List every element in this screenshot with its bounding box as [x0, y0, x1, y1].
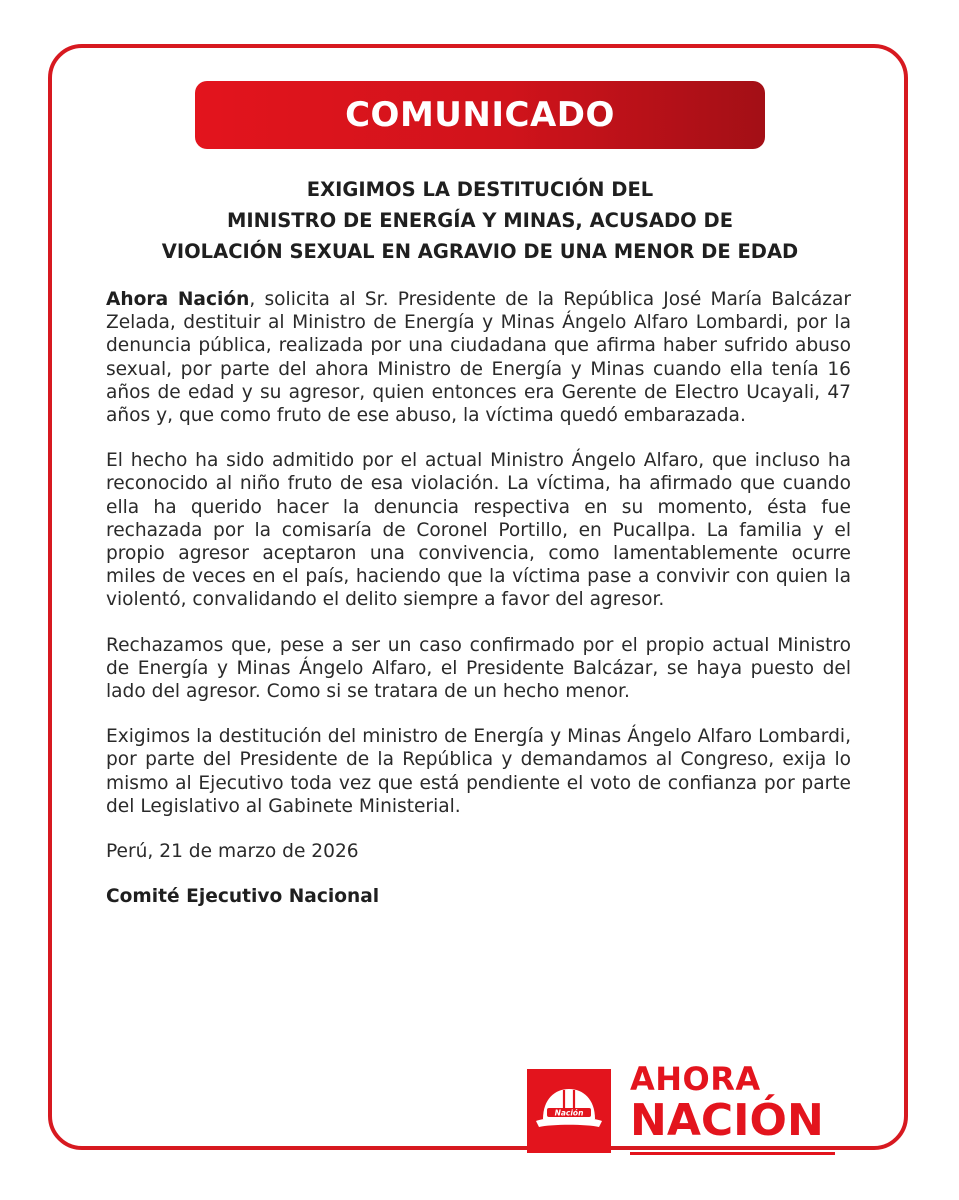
- paragraph-1: [106, 288, 851, 427]
- headline-line-1: EXIGIMOS LA DESTITUCIÓN DEL: [306, 178, 654, 201]
- banner-title: COMUNICADO: [345, 95, 615, 135]
- logo-word-nacion: NACIÓN: [630, 1095, 824, 1146]
- headline-line-3: VIOLACIÓN SEXUAL EN AGRAVIO DE UNA MENOR DE EDAD: [161, 240, 799, 263]
- logo-mark: [527, 1069, 611, 1153]
- signature: Comité Ejecutivo Nacional: [106, 886, 380, 908]
- headline-line-2: MINISTRO DE ENERGÍA Y MINAS, ACUSADO DE: [226, 209, 734, 232]
- helmet-label: Nación: [554, 1108, 584, 1118]
- party-name: Ahora Nación: [106, 289, 250, 310]
- logo-word-ahora: AHORA: [630, 1060, 761, 1098]
- headline: [100, 174, 860, 267]
- paragraph-2: El hecho ha sido admitido por el actual Ministro Ángelo Alfaro, que incluso ha reconocido al niño fruto de esa violación. La víctima, ha afirmado que cuando ella ha querido hacer la denuncia respectiva en su momento, ésta fue rechazada por la comisaría de Coronel Portillo, en Pucallpa. La familia y el propio agresor aceptaron una convivencia, como lamentablemente ocurre miles de veces en el país, haciendo que la víctima pase a convivir con quien la violentó, convalidando el delito siempre a favor del agresor.: [106, 450, 851, 611]
- comunicado-banner: [195, 81, 765, 149]
- helmet-icon: [527, 1069, 611, 1153]
- logo-underline: [630, 1152, 835, 1155]
- date-line: Perú, 21 de marzo de 2026: [106, 841, 359, 863]
- paragraph-1-text: , solicita al Sr. Presidente de la República José María Balcázar Zelada, destituir al Ministro de Energía y Minas Ángelo Alfaro Lombardi, por la denuncia pública, realizada por una ciudadana que afirma haber sufrido abuso sexual, por parte del ahora Ministro de Energía y Minas cuando ella tenía 16 años de edad y su agresor, quien entonces era Gerente de Electro Ucayali, 47 años y, que como fruto de ese abuso, la víctima quedó embarazada.: [106, 289, 852, 427]
- paragraph-4: Exigimos la destitución del ministro de Energía y Minas Ángelo Alfaro Lombardi, por parte del Presidente de la República y demandamos al Congreso, exija lo mismo al Ejecutivo toda vez que está pendiente el voto de confianza por parte del Legislativo al Gabinete Ministerial.: [106, 726, 851, 817]
- logo-wordmark: [630, 1062, 824, 1146]
- statement-body: [106, 288, 851, 908]
- paragraph-3: Rechazamos que, pese a ser un caso confirmado por el propio actual Ministro de Energía y Minas Ángelo Alfaro, el Presidente Balcázar, se haya puesto del lado del agresor. Como si se tratara de un hecho menor.: [106, 634, 851, 703]
